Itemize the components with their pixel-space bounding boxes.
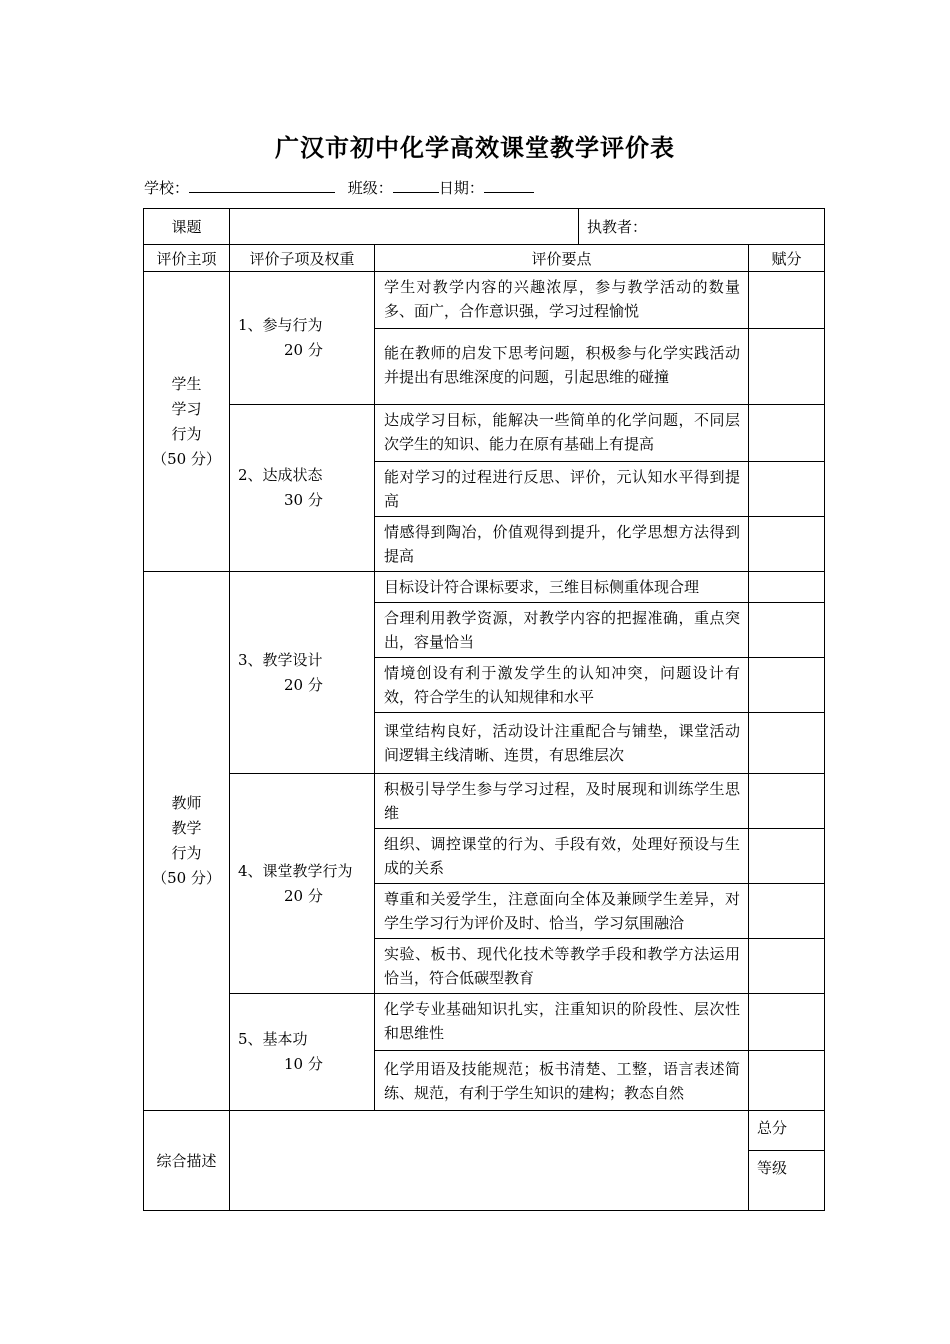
score-cell[interactable] <box>749 572 825 603</box>
col-score-header: 赋分 <box>749 245 825 272</box>
criterion-text: 实验、板书、现代化技术等教学手段和教学方法运用恰当，符合低碳型教育 <box>375 939 749 994</box>
score-cell[interactable] <box>749 517 825 572</box>
criterion-text: 化学专业基础知识扎实，注重知识的阶段性、层次性和思维性 <box>375 994 749 1051</box>
criterion-text: 学生对教学内容的兴趣浓厚，参与教学活动的数量多、面广，合作意识强，学习过程愉悦 <box>375 272 749 329</box>
main-item-student: 学生 学习 行为 （50 分） <box>144 272 230 572</box>
criterion-row <box>144 994 825 1051</box>
criterion-text: 能对学习的过程进行反思、评价，元认知水平得到提高 <box>375 462 749 517</box>
summary-label: 综合描述 <box>144 1111 230 1211</box>
criterion-text: 尊重和关爱学生，注意面向全体及兼顾学生差异，对学生学习行为评价及时、恰当，学习氛围融洽 <box>375 884 749 939</box>
score-cell[interactable] <box>749 994 825 1051</box>
score-cell[interactable] <box>749 1051 825 1111</box>
score-cell[interactable] <box>749 774 825 829</box>
total-label: 总分 <box>749 1111 825 1151</box>
sub-item-participation: 1、参与行为 20 分 <box>230 272 375 405</box>
date-label: 日期： <box>438 179 484 197</box>
score-cell[interactable] <box>749 829 825 884</box>
meta-line <box>144 177 534 198</box>
criterion-text: 目标设计符合课标要求，三维目标侧重体现合理 <box>375 572 749 603</box>
col-points-header: 评价要点 <box>375 245 749 272</box>
criterion-text: 合理利用教学资源，对教学内容的把握准确，重点突出，容量恰当 <box>375 603 749 658</box>
criterion-text: 课堂结构良好，活动设计注重配合与铺垫，课堂活动间逻辑主线清晰、连贯，有思维层次 <box>375 713 749 774</box>
topic-row <box>144 209 825 245</box>
score-cell[interactable] <box>749 884 825 939</box>
score-cell[interactable] <box>749 462 825 517</box>
school-label: 学校： <box>144 179 190 197</box>
sub-item-classroom-behavior: 4、课堂教学行为 20 分 <box>230 774 375 994</box>
score-cell[interactable] <box>749 713 825 774</box>
page-title: 广汉市初中化学高效课堂教学评价表 <box>275 133 675 162</box>
sub-item-basic-skills: 5、基本功 10 分 <box>230 994 375 1111</box>
criterion-text: 能在教师的启发下思考问题，积极参与化学实践活动并提出有思维深度的问题，引起思维的碰撞 <box>375 329 749 405</box>
score-cell[interactable] <box>749 405 825 462</box>
criterion-row <box>144 405 825 462</box>
score-cell[interactable] <box>749 272 825 329</box>
summary-input-cell[interactable] <box>230 1111 749 1211</box>
summary-row <box>144 1111 825 1151</box>
topic-label: 课题 <box>144 209 230 245</box>
score-cell[interactable] <box>749 658 825 713</box>
header-row <box>144 245 825 272</box>
criterion-text: 达成学习目标，能解决一些简单的化学问题，不同层次学生的知识、能力在原有基础上有提高 <box>375 405 749 462</box>
criterion-text: 积极引导学生参与学习过程，及时展现和训练学生思维 <box>375 774 749 829</box>
score-cell[interactable] <box>749 939 825 994</box>
date-blank[interactable] <box>484 178 534 193</box>
criterion-row <box>144 272 825 329</box>
class-label: 班级： <box>347 179 393 197</box>
col-sub-header: 评价子项及权重 <box>230 245 375 272</box>
score-cell[interactable] <box>749 603 825 658</box>
grade-label: 等级 <box>749 1151 825 1211</box>
teacher-label: 执教者： <box>579 209 825 245</box>
topic-input-cell[interactable] <box>230 209 579 245</box>
evaluation-table <box>143 208 825 1211</box>
criterion-row <box>144 572 825 603</box>
criterion-text: 情感得到陶冶，价值观得到提升，化学思想方法得到提高 <box>375 517 749 572</box>
col-main-header: 评价主项 <box>144 245 230 272</box>
criterion-text: 化学用语及技能规范；板书清楚、工整，语言表述简练、规范，有利于学生知识的建构；教态自然 <box>375 1051 749 1111</box>
school-blank[interactable] <box>189 178 335 193</box>
criterion-text: 情境创设有利于激发学生的认知冲突，问题设计有效，符合学生的认知规律和水平 <box>375 658 749 713</box>
main-item-teacher: 教师 教学 行为 （50 分） <box>144 572 230 1111</box>
criterion-row <box>144 774 825 829</box>
sub-item-achievement: 2、达成状态 30 分 <box>230 405 375 572</box>
criterion-text: 组织、调控课堂的行为、手段有效，处理好预设与生成的关系 <box>375 829 749 884</box>
sub-item-design: 3、教学设计 20 分 <box>230 572 375 774</box>
class-blank[interactable] <box>393 178 439 193</box>
score-cell[interactable] <box>749 329 825 405</box>
